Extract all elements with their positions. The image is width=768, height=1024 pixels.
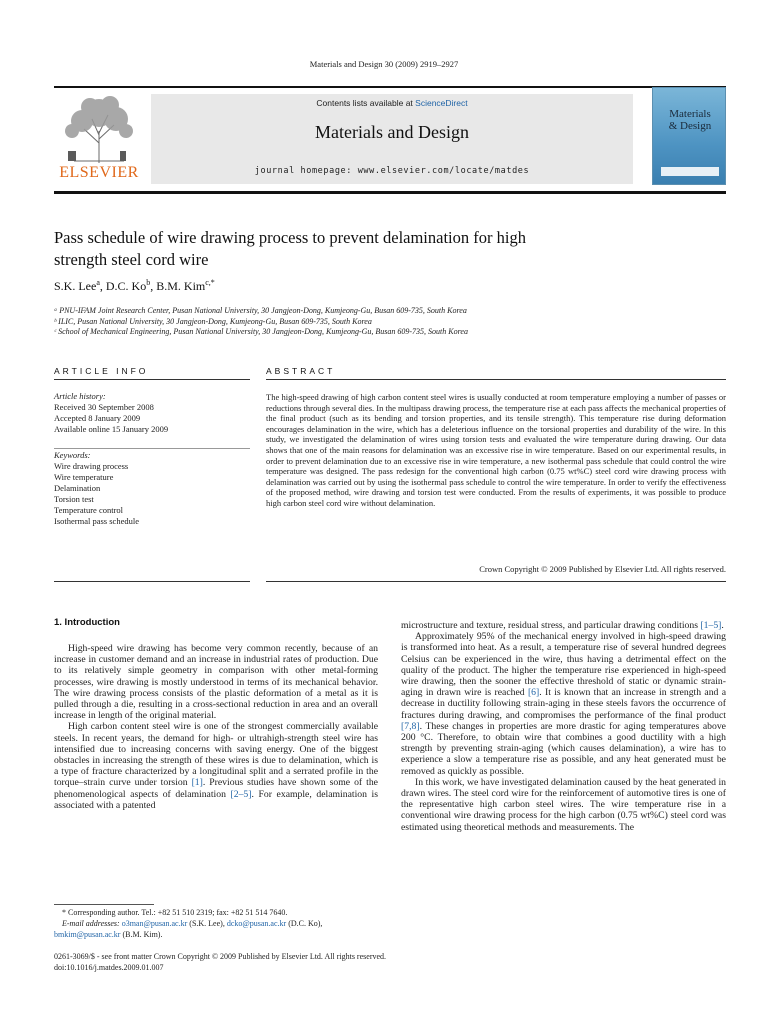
keyword-item: Torsion test [54,494,94,504]
abstract-rule [266,379,726,380]
introduction-heading: 1. Introduction [54,617,120,628]
email-line [62,918,322,929]
email-line-2 [54,929,162,940]
abstract-text: The high-speed drawing of high carbon content steel wires is usually conducted at room temperature employing a number of passes or reductions through several dies. In the multipass drawing process, the temperature rise at each pass affects the mechanical properties of the final product (such as its bending and torsion properties, and its tensile strength). This temperature rise during deformation encourages delamination in the wire, which has a deleterious influence on the torsional properties and durability of the wire. In this study, we investigated the delamination of wires using torsion tests and evaluated the wire temperature during drawing. Our data shows that one of the main reasons for delamination was an excessive rise in wire temperature. Based on our experimental results, in order to prevent delamination due to an excessive rise in wire temperature, a new isothermal pass schedule that could control the wire temperature was designed. The pass redesign for the conventional high carbon (0.75 wt%C) steel cord wire drawing process with delamination was carried out by using the isothermal pass schedule to control the wire temperature. In order to verify the effectiveness of the proposed method, wire drawing and torsion test were conducted. From the results of experiments, it was possible to produce high carbon steel cord wire without delamination. [266,392,726,508]
body-text: microstructure and texture, residual stress, and particular drawing conditions [401,620,701,631]
citation-link[interactable]: [2–5] [230,788,252,800]
article-title-line2: strength steel cord wire [54,250,209,269]
email-link[interactable]: dcko@pusan.ac.kr [226,919,287,928]
keyword-item: Temperature control [54,505,124,515]
email-owner: (B.M. Kim). [120,930,163,939]
cover-title [657,108,723,132]
history-accepted: Accepted 8 January 2009 [54,413,141,423]
sciencedirect-link[interactable]: ScienceDirect [415,98,468,108]
cover-title-line1: Materials [669,108,711,120]
doi-line[interactable]: doi:10.1016/j.matdes.2009.01.007 [54,963,164,972]
email-owner: (D.C. Ko), [286,919,323,928]
cover-bar [661,167,719,176]
body-paragraph: High-speed wire drawing has become very common recently, because of an increase in customer demand and an increase in industrial rates of production. Due to its relatively simple geometry in comparison with other metal-forming processes, wire drawing is mostly understood in terms of its mechanical behavior. The wire drawing process consists of the plastic deformation of a metal as it is pulled through a die, resulting in a cross-sectional reduction in area and an overall increase in length of the original material. [54,643,378,722]
email-owner: (S.K. Lee), [187,919,227,928]
cover-title-line2: & Design [668,120,712,132]
email-label: E-mail addresses: [62,919,120,928]
body-text: High carbon content steel wire is one of the strongest commercially available steels. In recent years, the demand for high- or ultrahigh-strength steel wire has intensified due to increasing concerns with saving energy. One of the biggest obstacles in increasing the strength of these wires is due to delamination, which is a type of fracture characterized by a longitudinal split and a serrated profile in the torque–strain curve under torsion [54,721,378,789]
affiliation-c: ᶜ School of Mechanical Engineering, Pusan National University, 30 Jangjeon-Dong, Kumjeong-Gu, Busan 609-735, South Korea [54,327,468,336]
elsevier-wordmark: ELSEVIER [59,164,139,181]
affiliation-a: ᵃ PNU-IFAM Joint Research Center, Pusan National University, 30 Jangjeon-Dong, Kumjeong-Gu, Busan 609-735, South Korea [54,306,467,315]
keyword-item: Wire temperature [54,472,114,482]
body-text: . It is known that an increase in strength and a decrease in ductility following strain-aging in these steels favors the occurrence of fractures during drawing, and compromises the performance of the final product [401,687,726,721]
keyword-item: Delamination [54,483,101,493]
article-info-bottom-rule [54,581,250,582]
history-online: Available online 15 January 2009 [54,424,169,434]
email-link[interactable]: bmkim@pusan.ac.kr [54,930,121,939]
citation-link[interactable]: [1–5] [700,620,722,631]
history-received: Received 30 September 2008 [54,402,154,412]
author-3-sup: c,* [205,278,215,287]
citation-link[interactable]: [1] [191,777,203,789]
keywords-block [54,450,139,527]
keywords-label: Keywords: [54,450,91,460]
author-3: , B.M. Kim [150,279,206,293]
author-list [54,278,215,294]
author-1: S.K. Lee [54,279,97,293]
body-right-column [401,620,726,833]
body-text: . For example, delamination is associated with a patented [54,788,378,811]
header-bottom-rule [54,191,726,194]
citation-link[interactable]: [7,8] [401,720,420,732]
body-paragraph [401,631,726,777]
author-1-sup: a [96,278,100,287]
body-left-column [54,643,378,811]
journal-reference: Materials and Design 30 (2009) 2919–2927 [309,59,459,69]
footnote-rule [54,904,154,905]
journal-title: Materials and Design [315,122,469,142]
body-paragraph [401,620,726,631]
body-paragraph: In this work, we have investigated delamination caused by the heat generated in drawn wires. The steel cord wire for the reinforcement of automotive tires is one of the representative high carbon steel wires. The wire temperature rise in a conventional wire drawing process for the high carbon (0.75 wt%C) steel cord was estimated using theoretical methods and measurements. The [401,776,726,833]
email-link[interactable]: o3man@pusan.ac.kr [121,919,188,928]
issn-line: 0261-3069/$ - see front matter Crown Copyright © 2009 Published by Elsevier Ltd. All rights reserved. [54,952,387,961]
elsevier-logo [54,93,144,185]
article-history [54,391,168,435]
body-paragraph [54,721,378,811]
history-label: Article history: [54,391,106,401]
journal-homepage[interactable]: journal homepage: www.elsevier.com/locate/matdes [254,166,530,176]
contents-prefix: Contents lists available at [316,98,416,108]
body-text: Approximately 95% of the mechanical energy involved in high-speed drawing is transformed into heat. As a result, a temperature rise of several hundred degrees Celsius can be experienced in the wire, thus having a detrimental effect on the quality of the product. The higher the temperature rise experienced in high-speed wire drawing, then the sooner the effective threshold of static or dynamic strain-aging in drawn wire is reached [401,631,726,699]
article-info-heading: ARTICLE INFO [54,366,149,376]
keywords-rule [54,448,250,449]
article-title [54,227,674,271]
body-text: . [721,620,724,631]
article-info-rule [54,379,250,380]
journal-banner [151,94,633,184]
journal-cover [652,87,726,185]
body-text: . These changes in properties are more drastic for aging temperatures above 200 °C. Therefore, to obtain wire that combines a good ductility with a high strength by preventing strain-aging (which causes delamination), a wire has to experience a slow a temperature rise as possible, and any heat generated must be removed as quickly as possible. [401,720,726,777]
citation-link[interactable]: [6] [527,687,540,699]
corresponding-author-note: * Corresponding author. Tel.: +82 51 510 2319; fax: +82 51 514 7640. [62,908,288,917]
elsevier-tree-icon [54,93,144,165]
contents-line [151,98,633,108]
author-2-sup: b [146,278,151,287]
abstract-copyright: Crown Copyright © 2009 Published by Elsevier Ltd. All rights reserved. [479,564,726,574]
keyword-item: Wire drawing process [54,461,129,471]
affiliation-b: ᵇ ILIC, Pusan National University, 30 Jangjeon-Dong, Kumjeong-Gu, Busan 609-735, South Korea [54,317,372,326]
body-text: . Previous studies have shown some of the phenomenological aspects of delamination [54,777,378,800]
article-title-line1: Pass schedule of wire drawing process to prevent delamination for high [54,228,526,247]
author-2: , D.C. Ko [99,279,147,293]
keyword-item: Isothermal pass schedule [54,516,139,526]
header-top-rule [54,86,726,88]
abstract-heading: ABSTRACT [266,366,336,376]
abstract-bottom-rule [266,581,726,582]
